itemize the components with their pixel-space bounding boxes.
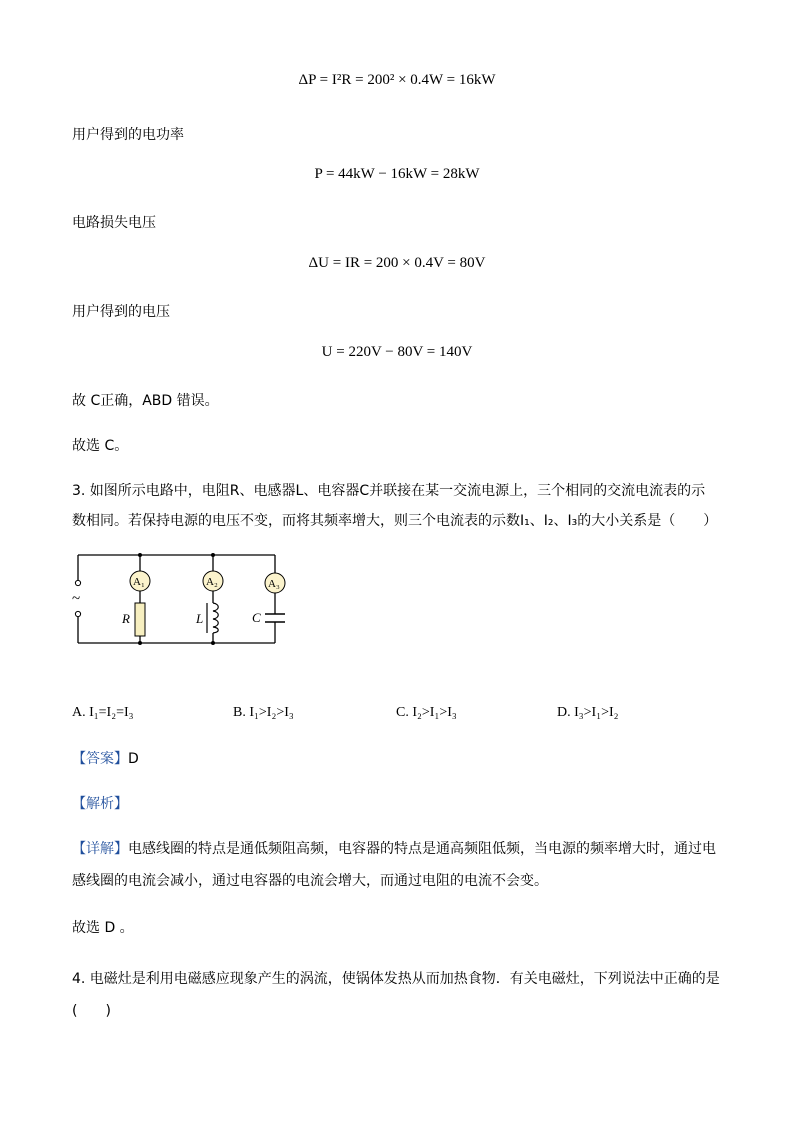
analysis-bracket: 【解析】 <box>72 796 128 812</box>
option-c: C. I₂>I₁>I₃ <box>396 705 457 720</box>
source-terminal-top <box>75 580 80 585</box>
answer-value: D <box>128 751 139 767</box>
choose-d: 故选 D 。 <box>72 920 134 936</box>
analysis-line <box>72 793 128 813</box>
ammeter-a2-label: A₂ <box>206 576 218 588</box>
option-b: B. I₁>I₂>I₃ <box>233 705 294 720</box>
option-a: A. I₁=I₂=I₃ <box>72 705 134 720</box>
resistor <box>135 603 145 636</box>
label-user-power: 用户得到的电功率 <box>72 127 184 143</box>
detail-bracket: 【详解】 <box>72 841 128 857</box>
choose-c: 故选 C。 <box>72 438 129 454</box>
detail-text-1: 电感线圈的特点是通低频阻高频，电容器的特点是通高频阻低频，当电源的频率增大时，通过电 <box>128 841 716 857</box>
answer-bracket: 【答案】 <box>72 751 128 767</box>
conclusion-c-correct: 故 C正确，ABD 错误。 <box>72 393 219 409</box>
formula-user-power: P = 44kW − 16kW = 28kW <box>314 166 480 182</box>
capacitor-label: C <box>252 610 261 625</box>
detail-line1 <box>72 838 716 858</box>
label-line-loss-voltage: 电路损失电压 <box>72 215 156 231</box>
circuit-diagram <box>68 545 308 655</box>
q3-stem-line1: 3. 如图所示电路中，电阻R、电感器L、电容器C并联接在某一交流电源上，三个相同的交流电流表的示 <box>72 483 706 499</box>
resistor-label: R <box>122 611 130 626</box>
formula-voltage-loss: ΔU = IR = 200 × 0.4V = 80V <box>308 255 486 271</box>
detail-line2: 感线圈的电流会减小，通过电容器的电流会增大，而通过电阻的电流不会变。 <box>72 873 548 889</box>
formula-user-voltage: U = 220V − 80V = 140V <box>321 344 473 360</box>
formula-power-loss: ΔP = I²R = 200² × 0.4W = 16kW <box>298 72 496 88</box>
answer-line <box>72 748 139 768</box>
q4-stem-line1: 4. 电磁灶是利用电磁感应现象产生的涡流，使锅体发热从而加热食物．有关电磁灶，下列说法中正确的是 <box>72 971 720 987</box>
inductor-coil <box>213 603 218 633</box>
ammeter-a1-label: A₁ <box>133 576 145 588</box>
label-user-voltage: 用户得到的电压 <box>72 304 170 320</box>
source-terminal-bottom <box>75 611 80 616</box>
q3-stem-line2: 数相同。若保持电源的电压不变，而将其频率增大，则三个电流表的示数I₁、I₂、I₃的大小关系是（ ） <box>72 513 718 529</box>
ac-source-symbol: ~ <box>72 591 81 607</box>
inductor-label: L <box>196 611 204 626</box>
ammeter-a3-label: A₃ <box>268 578 280 590</box>
q4-stem-line2: ( ) <box>72 1003 111 1019</box>
option-d: D. I₃>I₁>I₂ <box>557 705 619 720</box>
